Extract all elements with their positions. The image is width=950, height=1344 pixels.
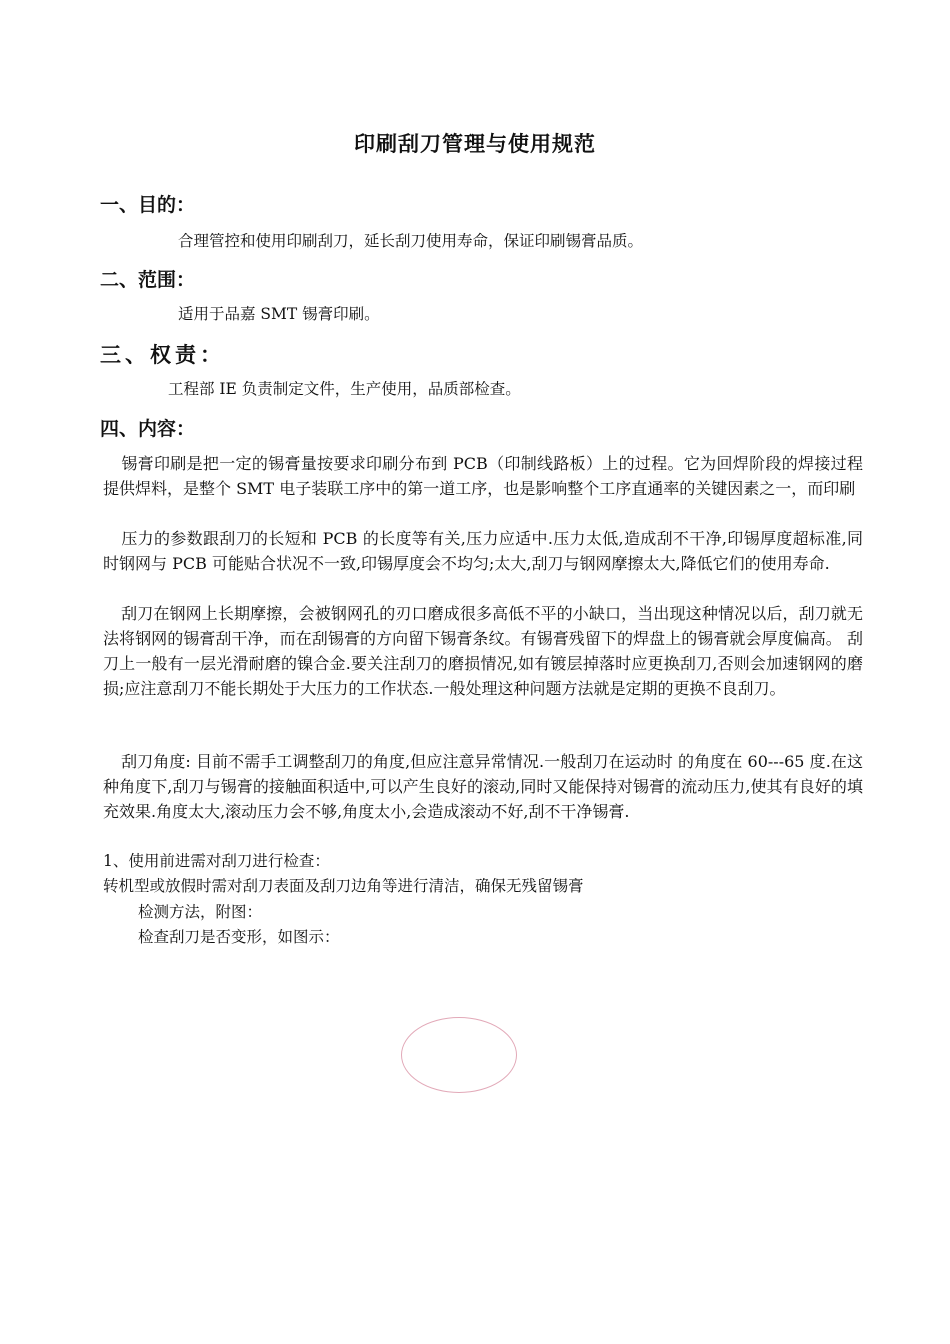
item-1: 1、使用前进需对刮刀进行检查： xyxy=(103,852,330,870)
document-title: 印刷刮刀管理与使用规范 xyxy=(354,131,596,156)
heading-scope: 二、范围： xyxy=(100,269,196,291)
figure-placeholder-oval xyxy=(401,1017,517,1093)
item-1-detail: 转机型或放假时需对刮刀表面及刮刀边角等进行清洁，确保无残留锡膏 xyxy=(103,877,584,895)
responsibility-text: 工程部 IE 负责制定文件，生产使用，品质部检查。 xyxy=(168,380,521,398)
method-text: 检测方法，附图： xyxy=(138,903,263,921)
heading-responsibility: 三、权责： xyxy=(100,343,225,367)
paragraph-text: 刮刀在钢网上长期摩擦，会被钢网孔的刃口磨成很多高低不平的小缺口，当出现这种情况以后，刮刀就无法将钢网的锡膏刮干净，而在刮锡膏的方向留下锡膏条纹。有锡膏残留下的焊盘上的锡膏就会厚度偏高。 刮刀上一般有一层光滑耐磨的镍合金.要关注刮刀的磨损情况,如有镀层掉落时应更换刮刀,否则会加速钢网的磨损;应注意刮刀不能长期处于大压力的工作状态.一般处理这种问题方法就是定期的更换不良刮刀。 xyxy=(103,604,863,698)
paragraph-text: 刮刀角度: 目前不需手工调整刮刀的角度,但应注意异常情况.一般刮刀在运动时 的角度在 60---65 度.在这种角度下,刮刀与锡膏的接触面积适中,可以产生良好的滚动,同时又能保持对锡膏的流动压力,使其有良好的填充效果.角度太大,滚动压力会不够,角度太小,会造成滚动不好,刮不干净锡膏. xyxy=(103,752,863,821)
content-paragraph-3 xyxy=(103,601,863,701)
content-paragraph-4 xyxy=(103,749,863,824)
heading-content: 四、内容： xyxy=(100,418,196,440)
heading-purpose: 一、目的： xyxy=(100,194,196,216)
scope-text: 适用于品嘉 SMT 锡膏印刷。 xyxy=(178,305,380,323)
paragraph-text: 压力的参数跟刮刀的长短和 PCB 的长度等有关,压力应适中.压力太低,造成刮不干净,印锡厚度超标准,同时钢网与 PCB 可能贴合状况不一致,印锡厚度会不均匀;太大,刮刀与钢网摩擦太大,降低它们的使用寿命. xyxy=(103,529,863,573)
paragraph-text: 锡膏印刷是把一定的锡膏量按要求印刷分布到 PCB（印制线路板）上的过程。它为回焊阶段的焊接过程提供焊料，是整个 SMT 电子装联工序中的第一道工序，也是影响整个工序直通率的关键因素之一，而印刷 xyxy=(103,454,863,498)
content-paragraph-2 xyxy=(103,526,863,576)
content-paragraph-1 xyxy=(103,451,863,501)
check-text: 检查刮刀是否变形，如图示： xyxy=(138,928,340,946)
purpose-text: 合理管控和使用印刷刮刀，延长刮刀使用寿命，保证印刷锡膏品质。 xyxy=(178,232,644,250)
